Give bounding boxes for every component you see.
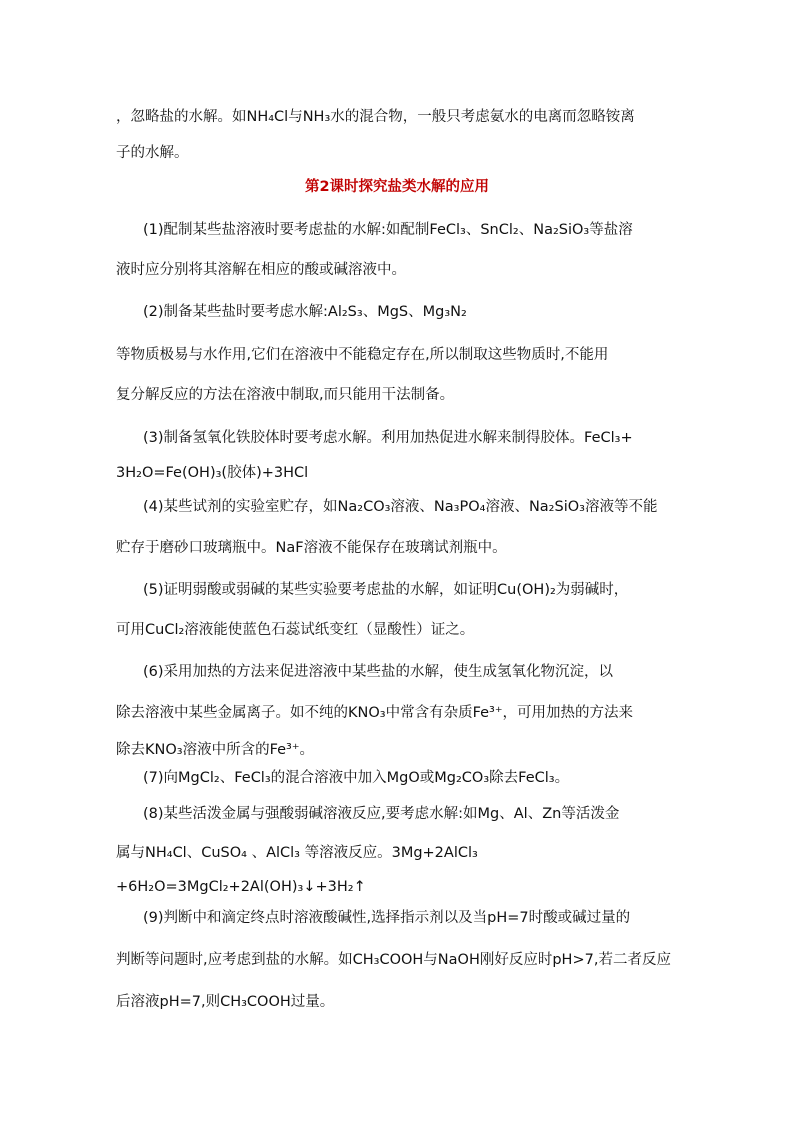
- paragraph-line: (1)配制某些盐溶液时要考虑盐的水解:如配制FeCl₃、SnCl₂、Na₂SiO₃等盐溶: [143, 222, 633, 238]
- paragraph-line: 判断等问题时,应考虑到盐的水解。如CH₃COOH与NaOH刚好反应时pH>7,若二者反应: [116, 952, 671, 968]
- paragraph-line: ，忽略盐的水解。如NH₄Cl与NH₃水的混合物，一般只考虑氨水的电离而忽略铵离: [116, 109, 635, 125]
- paragraph-line: +6H₂O=3MgCl₂+2Al(OH)₃↓+3H₂↑: [116, 879, 366, 895]
- paragraph-line: (3)制备氢氧化铁胶体时要考虑水解。利用加热促进水解来制得胶体。FeCl₃+: [143, 430, 633, 446]
- section-title: 第2课时探究盐类水解的应用: [304, 179, 490, 195]
- paragraph-line: 3H₂O=Fe(OH)₃(胶体)+3HCl: [116, 465, 309, 481]
- paragraph-line: 子的水解。: [116, 145, 189, 161]
- paragraph-line: 贮存于磨砂口玻璃瓶中。NaF溶液不能保存在玻璃试剂瓶中。: [116, 540, 507, 556]
- paragraph-line: 液时应分别将其溶解在相应的酸或碱溶液中。: [116, 262, 406, 278]
- paragraph-line: 等物质极易与水作用,它们在溶液中不能稳定存在,所以制取这些物质时,不能用: [116, 347, 609, 363]
- paragraph-line: (6)采用加热的方法来促进溶液中某些盐的水解，使生成氢氧化物沉淀，以: [143, 664, 614, 680]
- paragraph-line: 除去KNO₃溶液中所含的Fe³⁺。: [116, 742, 315, 758]
- paragraph-line: (2)制备某些盐时要考虑水解:Al₂S₃、MgS、Mg₃N₂: [143, 304, 467, 320]
- paragraph-line: 后溶液pH=7,则CH₃COOH过量。: [116, 994, 335, 1010]
- paragraph-line: 可用CuCl₂溶液能使蓝色石蕊试纸变红（显酸性）证之。: [116, 622, 475, 638]
- paragraph-line: (7)向MgCl₂、FeCl₃的混合溶液中加入MgO或Mg₂CO₃除去FeCl₃。: [143, 770, 570, 786]
- paragraph-line: (9)判断中和滴定终点时溶液酸碱性,选择指示剂以及当pH=7时酸或碱过量的: [143, 910, 631, 926]
- paragraph-line: 属与NH₄Cl、CuSO₄ 、AlCl₃ 等溶液反应。3Mg+2AlCl₃: [116, 845, 478, 861]
- paragraph-line: (4)某些试剂的实验室贮存，如Na₂CO₃溶液、Na₃PO₄溶液、Na₂SiO₃溶液等不能: [143, 499, 658, 515]
- paragraph-line: (8)某些活泼金属与强酸弱碱溶液反应,要考虑水解:如Mg、Al、Zn等活泼金: [143, 806, 620, 822]
- paragraph-line: 除去溶液中某些金属离子。如不纯的KNO₃中常含有杂质Fe³⁺，可用加热的方法来: [116, 705, 634, 721]
- paragraph-line: (5)证明弱酸或弱碱的某些实验要考虑盐的水解，如证明Cu(OH)₂为弱碱时，: [143, 582, 629, 598]
- paragraph-line: 复分解反应的方法在溶液中制取,而只能用干法制备。: [116, 387, 455, 403]
